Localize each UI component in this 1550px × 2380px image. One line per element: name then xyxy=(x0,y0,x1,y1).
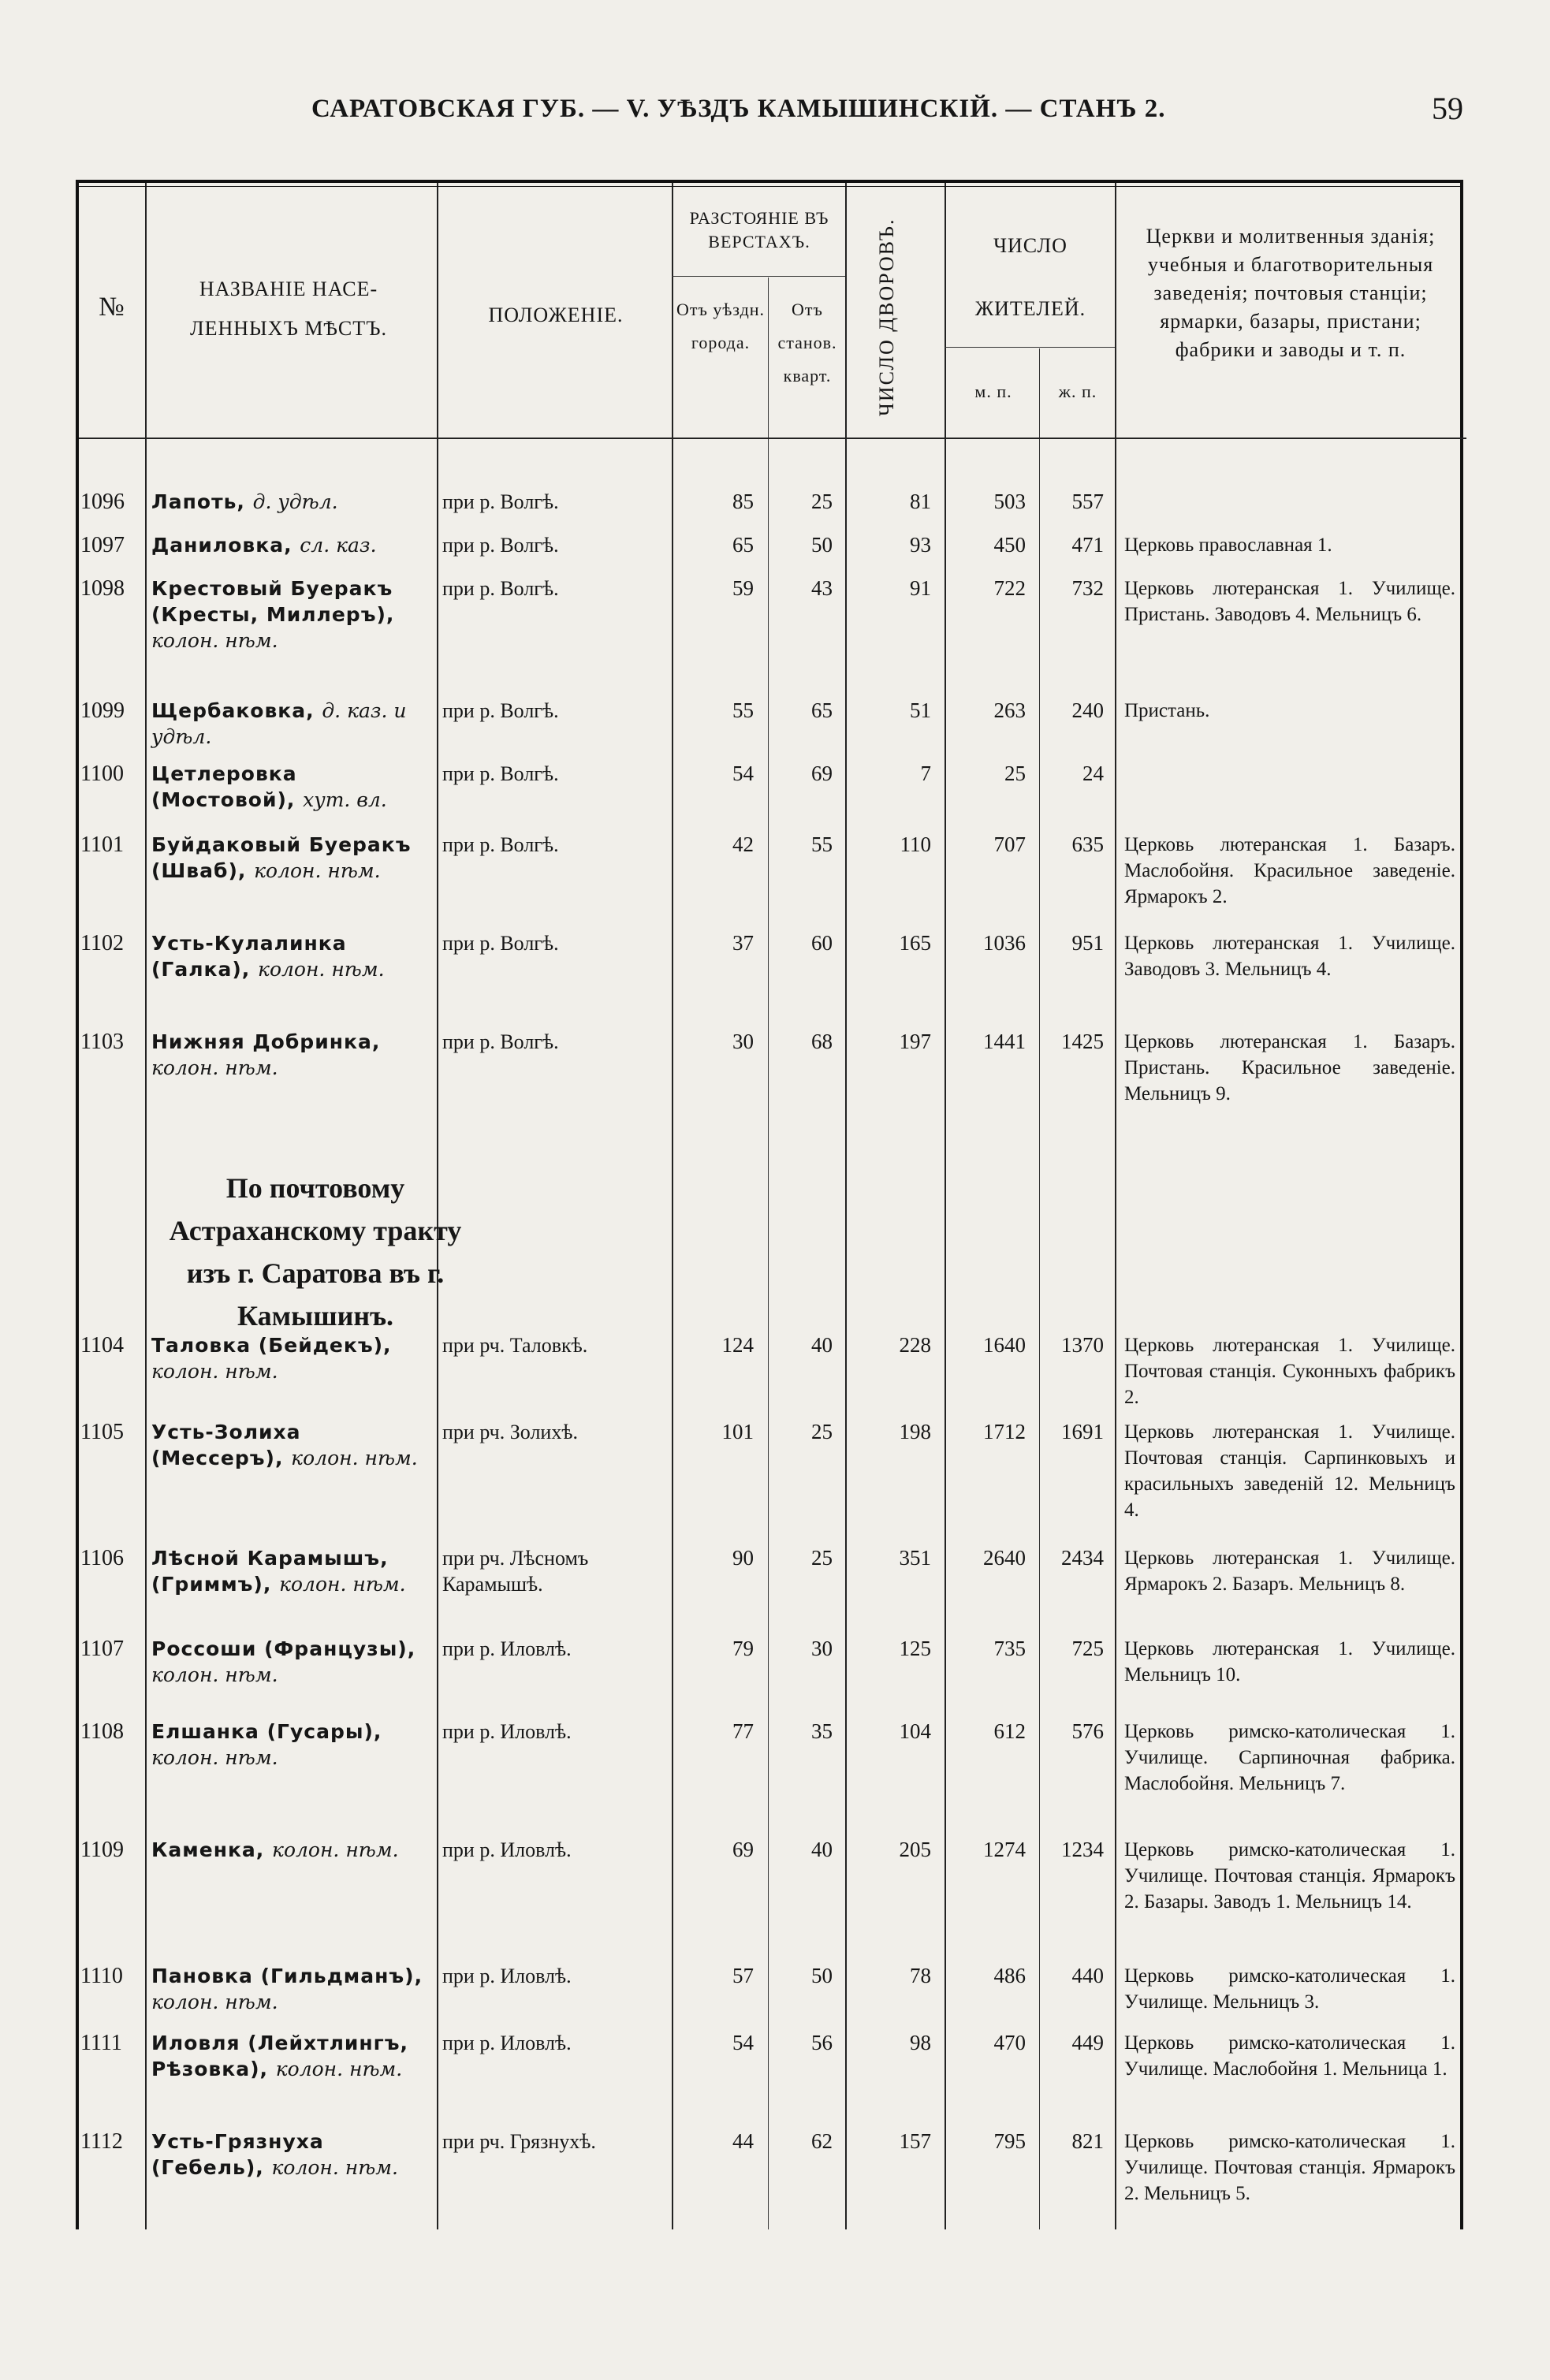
distance-city: 69 xyxy=(732,1838,754,1861)
residents-male: 1712 xyxy=(983,1420,1026,1443)
settlement-name-text: Усть-Золиха (Мессеръ), xyxy=(151,1421,301,1469)
households: 198 xyxy=(899,1420,931,1443)
households: 91 xyxy=(910,576,931,600)
row-number: 1097 xyxy=(80,533,125,557)
settlement-name xyxy=(151,2030,423,2082)
row-number: 1102 xyxy=(80,931,124,955)
settlement-name xyxy=(151,532,423,558)
col-divider xyxy=(1115,183,1116,2229)
households: 205 xyxy=(899,1838,931,1861)
settlement-kind: колон. нѣм. xyxy=(151,1360,278,1383)
header-position: ПОЛОЖЕНІЕ. xyxy=(488,304,624,326)
residents-female: 471 xyxy=(1071,533,1104,557)
running-head-title: САРАТОВСКАЯ ГУБ. — V. УѢЗДЪ КАМЫШИНСКІЙ. — СТАНЪ 2. xyxy=(311,95,1166,123)
settlement-position: при рч. Грязнухѣ. xyxy=(442,2130,596,2153)
header-bottom-rule xyxy=(79,438,1466,439)
residents-male: 2640 xyxy=(983,1546,1026,1570)
distance-city: 54 xyxy=(732,2031,754,2054)
households: 197 xyxy=(899,1030,931,1053)
institutions-notes: Церковь римско-католическая 1. Училище. Сарпиночная фабрика. Маслобойня. Мельницъ 7. xyxy=(1124,1721,1455,1794)
residents-female: 821 xyxy=(1071,2129,1104,2153)
residents-female: 1370 xyxy=(1061,1333,1104,1357)
residents-male: 795 xyxy=(993,2129,1026,2153)
distance-city: 65 xyxy=(732,533,754,557)
institutions-notes: Церковь православная 1. xyxy=(1124,534,1332,556)
distance-city: 59 xyxy=(732,576,754,600)
settlement-kind: сл. каз. xyxy=(300,534,377,557)
row-number: 1105 xyxy=(80,1420,124,1444)
settlement-position: при р. Иловлѣ. xyxy=(442,1720,572,1743)
header-male: м. п. xyxy=(974,382,1012,401)
residents-male: 1274 xyxy=(983,1838,1026,1861)
settlement-kind: колон. нѣм. xyxy=(151,629,278,652)
distance-stan: 56 xyxy=(811,2031,833,2054)
settlement-name xyxy=(151,1332,423,1384)
row-number: 1100 xyxy=(80,762,124,786)
settlement-position: при р. Волгѣ. xyxy=(442,1030,559,1053)
residents-male: 1036 xyxy=(983,931,1026,955)
distance-city: 44 xyxy=(732,2129,754,2153)
households: 78 xyxy=(910,1964,931,1987)
settlement-name xyxy=(151,1963,423,2015)
settlement-position: при р. Волгѣ. xyxy=(442,932,559,955)
settlement-name-text: Нижняя Добринка, xyxy=(151,1030,381,1053)
header-residents: ЧИСЛО ЖИТЕЛЕЙ. xyxy=(974,234,1086,320)
residents-female: 24 xyxy=(1082,762,1104,785)
settlement-kind: колон. нѣм. xyxy=(151,1056,278,1079)
residents-male: 450 xyxy=(993,533,1026,557)
distance-city: 55 xyxy=(732,698,754,722)
row-number: 1112 xyxy=(80,2129,123,2154)
row-number: 1103 xyxy=(80,1030,124,1054)
settlement-name xyxy=(151,1837,423,1863)
col-divider xyxy=(145,183,147,2229)
settlement-kind: колон. нѣм. xyxy=(275,2058,403,2080)
institutions-notes: Церковь лютеранская 1. Училище. Ярмарокъ 2. Базаръ. Мельницъ 8. xyxy=(1124,1548,1455,1595)
households: 81 xyxy=(910,490,931,513)
distance-stan: 35 xyxy=(811,1719,833,1743)
settlement-position: при р. Волгѣ. xyxy=(442,762,559,785)
distance-stan: 25 xyxy=(811,490,833,513)
institutions-notes: Церковь римско-католическая 1. Училище. Маслобойня 1. Мельница 1. xyxy=(1124,2032,1455,2080)
header-distance: РАЗСТОЯНІЕ ВЪ ВЕРСТАХЪ. xyxy=(689,208,829,251)
settlement-position: при р. Иловлѣ. xyxy=(442,1637,572,1660)
residents-female: 1691 xyxy=(1061,1420,1104,1443)
institutions-notes: Церковь лютеранская 1. Училище. Заводовъ 3. Мельницъ 4. xyxy=(1124,933,1455,980)
households: 7 xyxy=(920,762,931,785)
settlement-kind: колон. нѣм. xyxy=(272,1838,399,1861)
settlement-kind: д. каз. и удѣл. xyxy=(151,699,407,748)
distance-city: 101 xyxy=(721,1420,754,1443)
settlement-position: при рч. Лѣсномъ Карамышѣ. xyxy=(442,1547,589,1596)
settlement-kind: колон. нѣм. xyxy=(271,2156,398,2179)
settlement-position: при р. Волгѣ. xyxy=(442,490,559,513)
settlement-name xyxy=(151,489,423,515)
col-divider xyxy=(845,183,847,2229)
settlement-name-text: Иловля (Лейхтлингъ, Рѣзовка), xyxy=(151,2032,409,2080)
distance-city: 124 xyxy=(721,1333,754,1357)
distance-city: 42 xyxy=(732,832,754,856)
settlement-name-text: Россоши (Французы), xyxy=(151,1637,416,1660)
settlement-name xyxy=(151,930,423,982)
header-name: НАЗВАНІЕ НАСЕ-ЛЕННЫХЪ МѢСТЪ. xyxy=(189,277,388,340)
page-number: 59 xyxy=(1432,91,1463,126)
institutions-notes: Церковь лютеранская 1. Училище. Пристань. Заводовъ 4. Мельницъ 6. xyxy=(1124,578,1455,625)
settlement-position: при рч. Золихѣ. xyxy=(442,1421,578,1443)
settlement-name-text: Усть-Кулалинка (Галка), xyxy=(151,932,347,981)
settlement-position: при р. Волгѣ. xyxy=(442,833,559,856)
row-number: 1107 xyxy=(80,1637,124,1661)
residents-male: 612 xyxy=(993,1719,1026,1743)
residents-male: 503 xyxy=(993,490,1026,513)
row-number: 1104 xyxy=(80,1333,124,1358)
settlement-position: при р. Волгѣ. xyxy=(442,577,559,600)
settlement-kind: колон. нѣм. xyxy=(279,1573,406,1596)
residents-male: 470 xyxy=(993,2031,1026,2054)
header-households: ЧИСЛО ДВОРОВЪ. xyxy=(875,218,898,416)
settlement-position: при р. Иловлѣ. xyxy=(442,1965,572,1987)
distance-stan: 25 xyxy=(811,1420,833,1443)
settlement-kind: колон. нѣм. xyxy=(254,859,381,882)
settlement-name xyxy=(151,1636,423,1688)
settlement-name xyxy=(151,1545,423,1597)
row-number: 1110 xyxy=(80,1964,123,1988)
institutions-notes: Церковь лютеранская 1. Базаръ. Пристань. Красильное заведеніе. Мельницъ 9. xyxy=(1124,1031,1455,1104)
settlement-name-text: Крестовый Буеракъ (Кресты, Миллеръ), xyxy=(151,577,395,626)
households: 125 xyxy=(899,1637,931,1660)
distance-city: 57 xyxy=(732,1964,754,1987)
settlement-position: при рч. Таловкѣ. xyxy=(442,1334,588,1357)
settlement-kind: д. удѣл. xyxy=(252,490,338,513)
distance-city: 77 xyxy=(732,1719,754,1743)
residents-female: 449 xyxy=(1071,2031,1104,2054)
settlement-name-text: Пановка (Гильдманъ), xyxy=(151,1965,423,1987)
distance-stan: 43 xyxy=(811,576,833,600)
header-female: ж. п. xyxy=(1058,382,1097,401)
distance-stan: 62 xyxy=(811,2129,833,2153)
residents-male: 1441 xyxy=(983,1030,1026,1053)
residents-female: 440 xyxy=(1071,1964,1104,1987)
settlement-name-text: Даниловка, xyxy=(151,534,300,557)
settlement-name-text: Таловка (Бейдекъ), xyxy=(151,1334,392,1357)
households: 351 xyxy=(899,1546,931,1570)
settlement-name xyxy=(151,1029,423,1081)
settlement-position: при р. Иловлѣ. xyxy=(442,1838,572,1861)
row-number: 1101 xyxy=(80,832,124,857)
settlement-name xyxy=(151,832,423,884)
row-number: 1106 xyxy=(80,1546,124,1570)
institutions-notes: Церковь лютеранская 1. Училище. Почтовая станція. Суконныхъ фабрикъ 2. xyxy=(1124,1335,1455,1408)
header-divider xyxy=(945,347,1115,348)
distance-city: 30 xyxy=(732,1030,754,1053)
distance-stan: 30 xyxy=(811,1637,833,1660)
distance-city: 37 xyxy=(732,931,754,955)
settlement-kind: колон. нѣм. xyxy=(291,1447,418,1469)
residents-female: 240 xyxy=(1071,698,1104,722)
settlement-kind: колон. нѣм. xyxy=(151,1991,278,2013)
col-divider xyxy=(1039,348,1040,2229)
households: 165 xyxy=(899,931,931,955)
institutions-notes: Церковь римско-католическая 1. Училище. Мельницъ 3. xyxy=(1124,1965,1455,2013)
header-notes: Церкви и молитвенныя зданія; учебныя и благотворительныя заведенія; почтовыя станціи; ярмарки, базары, пристани; фабрики и заводы и т. п. xyxy=(1146,225,1436,361)
row-number: 1099 xyxy=(80,698,125,723)
settlement-name-text: Буйдаковый Буеракъ (Шваб), xyxy=(151,833,412,882)
households: 51 xyxy=(910,698,931,722)
settlement-kind: колон. нѣм. xyxy=(151,1663,278,1686)
residents-male: 722 xyxy=(993,576,1026,600)
col-divider xyxy=(672,183,673,2229)
settlement-position: при р. Иловлѣ. xyxy=(442,2032,572,2054)
institutions-notes: Церковь лютеранская 1. Училище. Мельницъ 10. xyxy=(1124,1638,1455,1685)
institutions-notes: Церковь лютеранская 1. Училище. Почтовая станція. Сарпинковыхъ и красильныхъ заведеній 12. Мельницъ 4. xyxy=(1124,1421,1455,1521)
settlement-name xyxy=(151,2129,423,2181)
distance-stan: 60 xyxy=(811,931,833,955)
residents-male: 1640 xyxy=(983,1333,1026,1357)
settlement-name xyxy=(151,1419,423,1471)
households: 157 xyxy=(899,2129,931,2153)
settlement-name-text: Каменка, xyxy=(151,1838,273,1861)
residents-female: 576 xyxy=(1071,1719,1104,1743)
households: 110 xyxy=(900,832,931,856)
header-divider xyxy=(672,276,845,277)
settlement-position: при р. Волгѣ. xyxy=(442,534,559,557)
distance-stan: 65 xyxy=(811,698,833,722)
row-number: 1111 xyxy=(80,2031,122,2055)
settlement-name xyxy=(151,1719,423,1771)
row-number: 1109 xyxy=(80,1838,124,1862)
distance-city: 85 xyxy=(732,490,754,513)
distance-stan: 68 xyxy=(811,1030,833,1053)
distance-city: 54 xyxy=(732,762,754,785)
settlement-name xyxy=(151,698,423,750)
residents-female: 557 xyxy=(1071,490,1104,513)
settlement-name xyxy=(151,761,423,813)
residents-male: 25 xyxy=(1004,762,1026,785)
residents-female: 1425 xyxy=(1061,1030,1104,1053)
distance-stan: 55 xyxy=(811,832,833,856)
settlement-position: при р. Волгѣ. xyxy=(442,699,559,722)
households: 98 xyxy=(910,2031,931,2054)
institutions-notes: Церковь лютеранская 1. Базаръ. Маслобойня. Красильное заведеніе. Ярмарокъ 2. xyxy=(1124,834,1455,907)
institutions-notes: Церковь римско-католическая 1. Училище. Почтовая станція. Ярмарокъ 2. Базары. Заводъ 1. Мельницъ 14. xyxy=(1124,1839,1455,1913)
distance-city: 90 xyxy=(732,1546,754,1570)
settlement-name xyxy=(151,575,423,654)
households: 93 xyxy=(910,533,931,557)
distance-stan: 40 xyxy=(811,1838,833,1861)
residents-male: 263 xyxy=(993,698,1026,722)
residents-male: 486 xyxy=(993,1964,1026,1987)
row-number: 1098 xyxy=(80,576,125,601)
distance-city: 79 xyxy=(732,1637,754,1660)
settlement-name-text: Щербаковка, xyxy=(151,699,322,722)
households: 104 xyxy=(899,1719,931,1743)
residents-male: 735 xyxy=(993,1637,1026,1660)
header-no: № xyxy=(99,292,125,322)
section-heading: По почтовому Астраханскому тракту изъ г. Саратова въ г. Камышинъ. xyxy=(169,1172,462,1332)
residents-female: 951 xyxy=(1071,931,1104,955)
distance-stan: 50 xyxy=(811,533,833,557)
row-number: 1096 xyxy=(80,490,125,514)
settlement-kind: хут. вл. xyxy=(303,788,387,811)
residents-female: 725 xyxy=(1071,1637,1104,1660)
distance-stan: 40 xyxy=(811,1333,833,1357)
residents-female: 635 xyxy=(1071,832,1104,856)
residents-female: 2434 xyxy=(1061,1546,1104,1570)
settlement-name-text: Усть-Грязнуха (Гебель), xyxy=(151,2130,324,2179)
distance-stan: 69 xyxy=(811,762,833,785)
settlement-name-text: Елшанка (Гусары), xyxy=(151,1720,382,1743)
settlement-kind: колон. нѣм. xyxy=(151,1746,278,1769)
residents-male: 707 xyxy=(993,832,1026,856)
institutions-notes: Пристань. xyxy=(1124,700,1210,721)
settlement-name-text: Цетлеровка (Мостовой), xyxy=(151,762,304,811)
residents-female: 732 xyxy=(1071,576,1104,600)
settlement-name-text: Лѣсной Карамышъ, (Гриммъ), xyxy=(151,1547,389,1596)
distance-stan: 50 xyxy=(811,1964,833,1987)
institutions-notes: Церковь римско-католическая 1. Училище. Почтовая станція. Ярмарокъ 2. Мельницъ 5. xyxy=(1124,2131,1455,2204)
header-from-stan: Отъ станов. кварт. xyxy=(777,300,837,385)
distance-stan: 25 xyxy=(811,1546,833,1570)
households: 228 xyxy=(899,1333,931,1357)
col-divider xyxy=(945,183,946,2229)
header-from-city: Отъ уѣздн. города. xyxy=(676,300,766,352)
row-number: 1108 xyxy=(80,1719,124,1744)
residents-female: 1234 xyxy=(1061,1838,1104,1861)
settlement-name-text: Лапоть, xyxy=(151,490,253,513)
running-head xyxy=(0,91,1550,142)
settlement-kind: колон. нѣм. xyxy=(258,958,385,981)
col-divider xyxy=(768,277,769,2229)
